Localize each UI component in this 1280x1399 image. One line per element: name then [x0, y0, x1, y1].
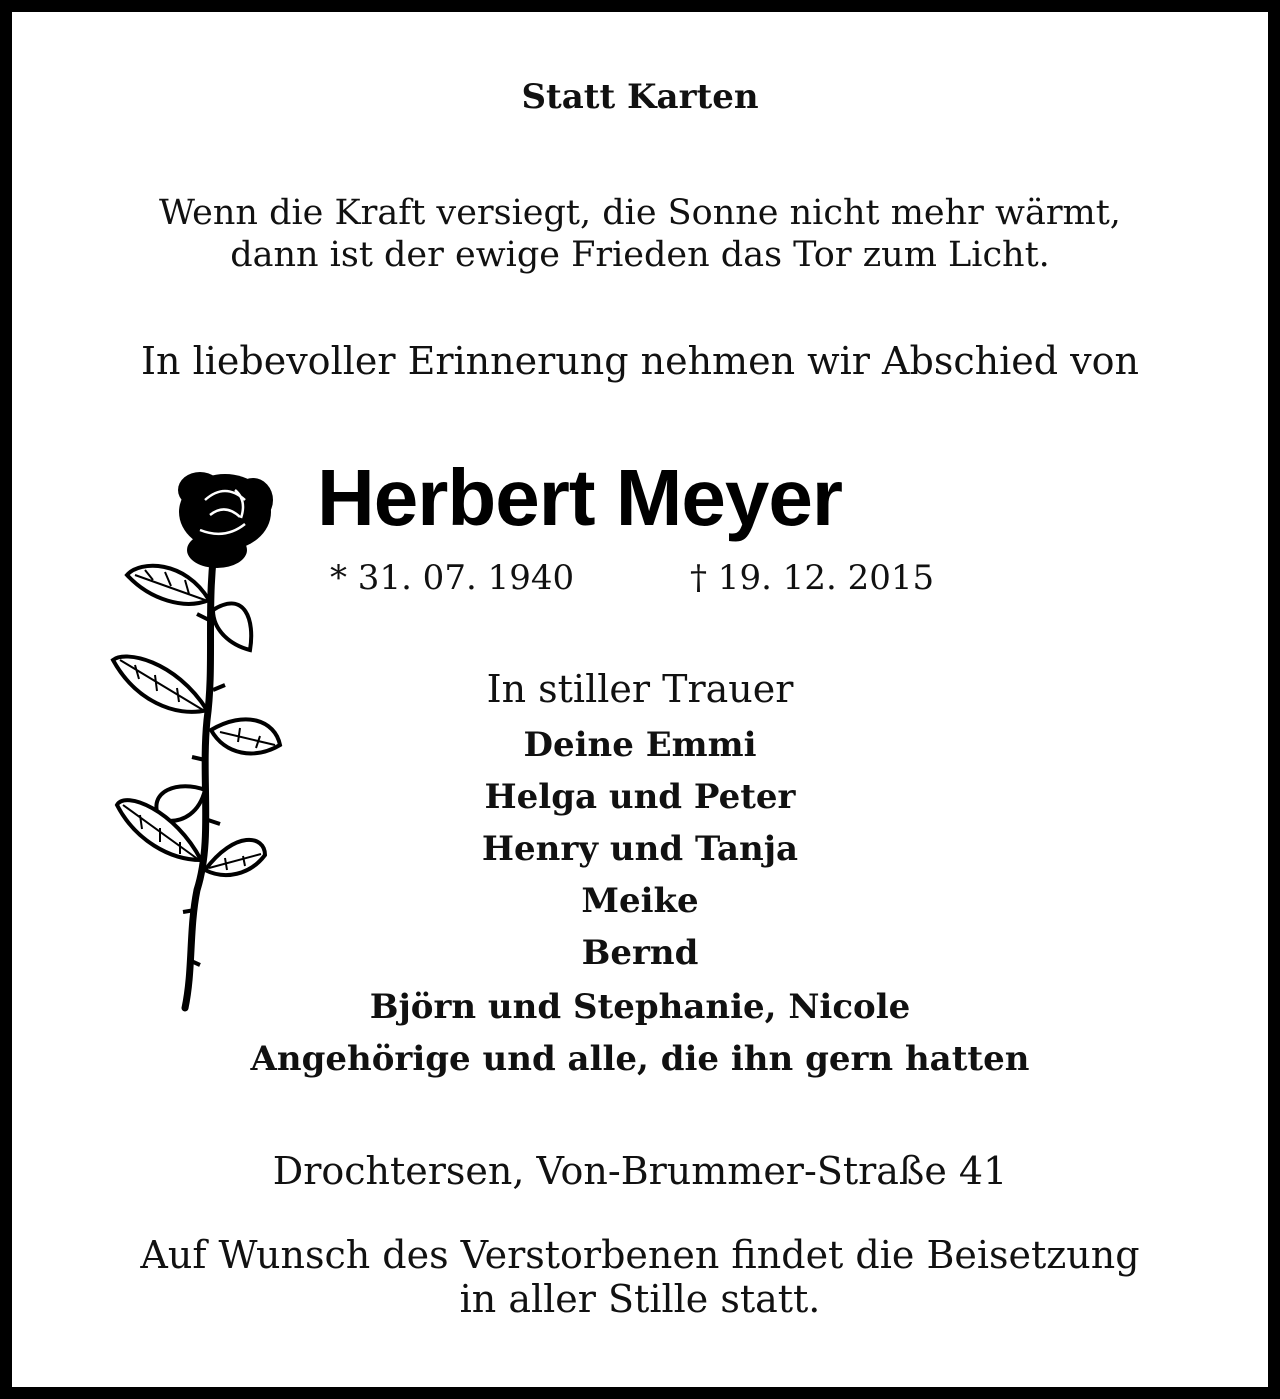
mourner-1: Deine Emmi	[523, 725, 757, 765]
mourner-5: Bernd	[581, 933, 699, 973]
mourner-4: Meike	[581, 881, 699, 921]
mourner-7: Angehörige und alle, die ihn gern hatten	[250, 1039, 1030, 1079]
deceased-name: Herbert Meyer	[317, 453, 843, 542]
verse-line-1: Wenn die Kraft versiegt, die Sonne nicht mehr wärmt,	[159, 193, 1121, 233]
mourner-2: Helga und Peter	[484, 777, 796, 817]
verse-line-2: dann ist der ewige Frieden das Tor zum Licht.	[230, 235, 1050, 275]
address-line: Drochtersen, Von-Brummer-Straße 41	[272, 1149, 1008, 1193]
death-date: † 19. 12. 2015	[690, 558, 935, 598]
notice-line-1: Auf Wunsch des Verstorbenen findet die Beisetzung	[140, 1233, 1140, 1277]
mourning-lead: In stiller Trauer	[486, 667, 794, 711]
notice-line-2: in aller Stille statt.	[459, 1277, 821, 1321]
header-statt-karten: Statt Karten	[521, 77, 759, 117]
birth-date: * 31. 07. 1940	[330, 558, 575, 598]
mourner-3: Henry und Tanja	[481, 829, 799, 869]
mourner-6: Björn und Stephanie, Nicole	[369, 987, 911, 1027]
intro-line: In liebevoller Erinnerung nehmen wir Abschied von	[141, 339, 1139, 383]
